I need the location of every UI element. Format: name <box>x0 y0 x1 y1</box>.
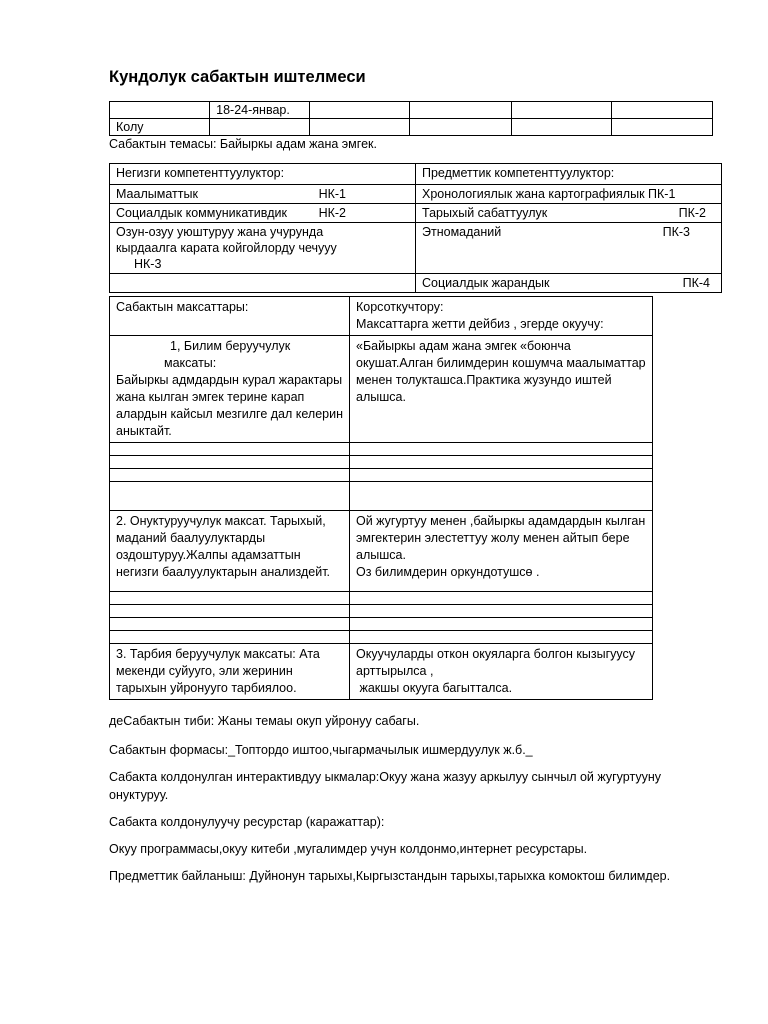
table-row <box>110 631 653 644</box>
goal-indicator: «Байыркы адам жана эмгек «боюнча окушат.Алган билимдерин кошумча маалыматтар менен толукташса.Практика жузундо иштей алышса. <box>350 336 653 443</box>
table-row <box>110 605 653 618</box>
table-row <box>110 297 653 336</box>
objectives-heading: Сабактын максаттары: <box>110 297 350 336</box>
table-cell <box>110 482 350 511</box>
table-row <box>110 592 653 605</box>
table-cell <box>350 592 653 605</box>
competency-label: Этномаданий <box>422 225 502 239</box>
goal-educational <box>110 336 350 443</box>
table-cell <box>110 469 350 482</box>
table-cell <box>410 119 511 136</box>
table-cell <box>611 119 712 136</box>
lesson-form: Сабактын формасы:_Топтордо иштоо,чыгармачылык ишмердуулук ж.б._ <box>109 743 533 757</box>
goal-developmental: 2. Онуктуруучулук максат. Тарыхый, маданий баалуулуктарды оздоштуруу.Жалпы адамзаттын негизги баалуулуктарын анализдейт. <box>110 511 350 592</box>
indicators-heading-line: Корсоткучтору: <box>356 300 444 314</box>
competency-label: Маалыматтык <box>116 187 198 201</box>
table-cell <box>210 119 310 136</box>
date-cell: 18-24-январ. <box>210 102 310 119</box>
subject-competencies-heading: Предметтик компетенттуулуктор: <box>416 164 722 185</box>
subject-links: Предметтик байланыш: Дуйнонун тарыхы,Кыргызстандын тарыхы,тарыхка комоктош билимдер. <box>109 869 671 883</box>
competency-code: ПК-4 <box>682 276 710 290</box>
indicator-text: Ой жугуртуу менен ,байыркы адамдардын кылган эмгектерин элестеттуу жолу менен айтып бере алышса. <box>356 514 646 562</box>
table-cell <box>310 102 410 119</box>
table-row <box>110 469 653 482</box>
competency-code: ПК-2 <box>678 206 706 220</box>
table-cell <box>350 443 653 456</box>
table-cell <box>410 102 511 119</box>
table-row <box>110 336 653 443</box>
competency-label: Озун-озуу уюштуруу жана учурунда кырдаалга карата койгойлорду чечууу <box>116 225 337 255</box>
table-cell <box>110 618 350 631</box>
competency-code: ПК-1 <box>648 187 676 201</box>
table-cell <box>110 631 350 644</box>
objectives-table <box>109 296 653 700</box>
table-cell <box>110 443 350 456</box>
table-row <box>110 119 713 136</box>
subject-competency <box>416 223 722 274</box>
goal-heading-line: 1, Билим беруучулук <box>170 339 291 353</box>
goal-upbringing: 3. Тарбия беруучулук максаты: Ата мекенди суйууго, эли жеринин тарыхын уйронууго тарбиялоо. <box>110 644 350 700</box>
table-cell <box>350 482 653 511</box>
table-cell <box>110 456 350 469</box>
competency-code: ПК-3 <box>662 225 690 239</box>
goal-indicator <box>350 644 653 700</box>
competency-code: НК-1 <box>318 187 346 201</box>
subject-competency <box>416 204 722 223</box>
subject-competency <box>416 185 722 204</box>
indicator-text: жакшы окууга багытталса. <box>356 681 513 695</box>
goal-text: Байыркы адмдардын курал жарактары жана кылган эмгек терине карап алардын кайсыл мезгилге дал келерин аныктайт. <box>116 373 343 438</box>
table-cell <box>110 592 350 605</box>
table-cell <box>511 102 611 119</box>
table-row <box>110 456 653 469</box>
table-row <box>110 185 722 204</box>
signature-label: Колу <box>110 119 210 136</box>
table-cell <box>110 605 350 618</box>
table-row <box>110 204 722 223</box>
competency-label: Социалдык жарандык <box>422 276 550 290</box>
table-cell <box>110 102 210 119</box>
indicator-text: Окуучуларды откон окуяларга болгон кызыгуусу арттырылса , <box>356 647 635 678</box>
table-row <box>110 164 722 185</box>
page-title: Кундолук сабактын иштелмеси <box>109 68 366 86</box>
basic-competency <box>110 204 416 223</box>
table-cell <box>350 605 653 618</box>
competency-label: Социалдык коммуникативдик <box>116 206 287 220</box>
table-row <box>110 443 653 456</box>
lesson-topic: Сабактын темасы: Байыркы адам жана эмгек. <box>109 137 377 151</box>
lesson-type: деСабактын тиби: Жаны темаы окуп уйронуу сабагы. <box>109 714 420 728</box>
competency-code: НК-2 <box>318 206 346 220</box>
table-cell <box>350 618 653 631</box>
basic-competency <box>110 185 416 204</box>
goal-heading-line: максаты: <box>164 356 217 370</box>
table-row <box>110 274 722 293</box>
table-row <box>110 644 653 700</box>
subject-competency <box>416 274 722 293</box>
table-row <box>110 618 653 631</box>
indicators-heading <box>350 297 653 336</box>
table-cell <box>110 274 416 293</box>
resources: Окуу программасы,окуу китеби ,мугалимдер учун колдонмо,интернет ресурстары. <box>109 842 588 856</box>
table-cell <box>310 119 410 136</box>
table-cell <box>350 631 653 644</box>
goal-indicator <box>350 511 653 592</box>
table-cell <box>511 119 611 136</box>
indicator-text: Оз билимдерин оркундотушсө . <box>356 565 540 579</box>
competencies-table <box>109 163 722 293</box>
table-row <box>110 102 713 119</box>
interactive-methods: Сабакта колдонулган интерактивдуу ыкмалар:Окуу жана жазуу аркылуу сынчыл ой жугуртууну онуктуруу. <box>109 770 661 802</box>
resources-heading: Сабакта колдонулуучу ресурстар (каражаттар): <box>109 815 385 829</box>
table-row <box>110 223 722 274</box>
table-cell <box>350 469 653 482</box>
indicators-heading-line: Максаттарга жетти дейбиз , эгерде окуучу: <box>356 317 604 331</box>
table-cell <box>350 456 653 469</box>
competency-label: Хронологиялык жана картографиялык <box>422 187 645 201</box>
table-row <box>110 482 653 511</box>
competency-code: НК-3 <box>134 257 162 271</box>
table-cell <box>611 102 712 119</box>
basic-competencies-heading: Негизги компетенттуулуктор: <box>110 164 416 185</box>
basic-competency <box>110 223 416 274</box>
competency-label: Тарыхый сабаттуулук <box>422 206 548 220</box>
header-table <box>109 101 713 136</box>
table-row <box>110 511 653 592</box>
